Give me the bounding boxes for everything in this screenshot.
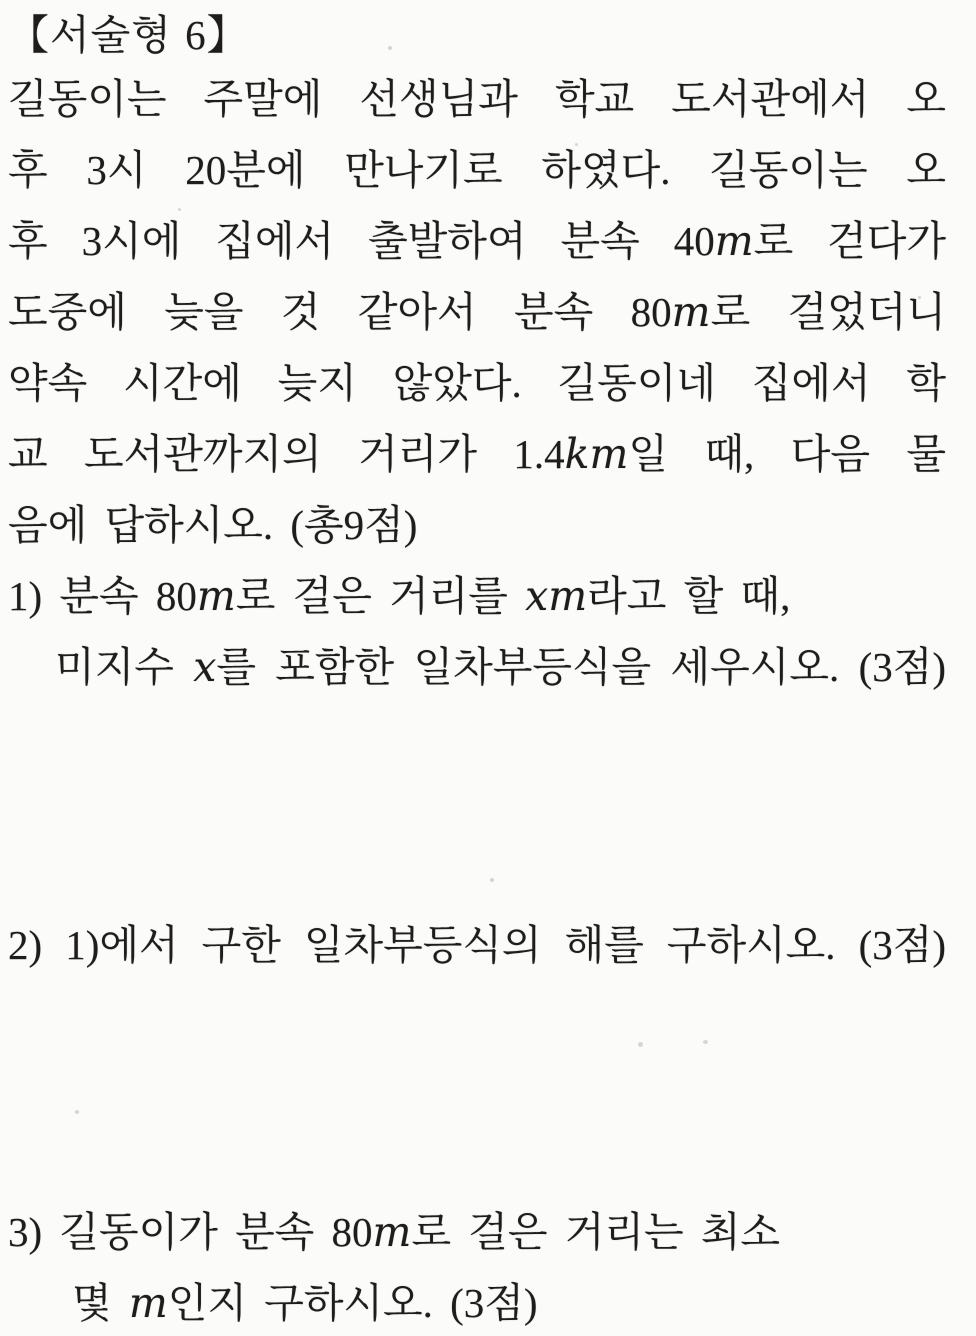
text-segment: 3) 길동이가 분속: [8, 1209, 332, 1255]
question-line: [8, 561, 946, 632]
scan-speck: [575, 143, 578, 146]
math-number: 80: [630, 289, 672, 335]
statement-line: [8, 135, 946, 206]
text-segment: 약속 시간에 늦지 않았다. 길동이네 집에서 학: [8, 360, 946, 406]
statement-line: [8, 206, 946, 277]
text-segment: 로 걸은 거리를: [235, 573, 526, 619]
text-segment: 도중에 늦을 것 같아서 분속: [8, 289, 631, 335]
problem-statement: [8, 64, 946, 561]
text-segment: 교 도서관까지의 거리가: [8, 431, 514, 477]
text-segment: 를 포함한 일차부등식을 세우시오. (3점): [216, 644, 946, 690]
question-line: [8, 910, 946, 981]
question-section-label: [8, 6, 946, 64]
sub-question-2: [8, 910, 946, 981]
text-segment: 1) 분속: [8, 573, 156, 619]
question-line: [8, 1268, 946, 1336]
scan-speck: [388, 46, 392, 50]
statement-line: [8, 348, 946, 419]
scan-speck: [638, 1042, 643, 1047]
text-segment: 로 걸었더니: [710, 289, 946, 335]
text-segment: 인지 구하시오. (3점): [167, 1280, 538, 1326]
section-label-text: 【서술형 6】: [8, 12, 249, 58]
math-variable: m: [671, 288, 711, 336]
statement-line: [8, 277, 946, 348]
text-segment: 길동이는 주말에 선생님과 학교 도서관에서 오: [8, 76, 946, 122]
text-segment: 로 걸은 거리는 최소: [411, 1209, 781, 1255]
math-number: 80: [155, 573, 197, 619]
text-segment: 2) 1)에서 구한 일차부등식의 해를 구하시오. (3점): [8, 922, 946, 968]
math-number: 80: [331, 1209, 373, 1255]
math-variable: x: [193, 643, 217, 691]
scan-speck: [918, 296, 921, 299]
sub-question-1: [8, 561, 946, 703]
statement-line: [8, 419, 946, 490]
scan-speck: [703, 1040, 708, 1044]
text-segment: 미지수: [55, 644, 194, 690]
text-segment: 일 때, 다음 물: [628, 431, 947, 477]
math-number: 40: [673, 218, 715, 264]
math-number: 1.4: [513, 431, 565, 477]
statement-line: [8, 64, 946, 135]
statement-line: [8, 490, 946, 561]
text-segment: 라고 할 때,: [587, 573, 791, 619]
math-variable: m: [196, 572, 236, 620]
sub-question-3: [8, 1197, 946, 1336]
text-segment: 후 3시 20분에 만나기로 하였다. 길동이는 오: [8, 147, 946, 193]
math-variable: m: [372, 1208, 412, 1256]
math-variable: m: [128, 1279, 168, 1327]
text-segment: 로 걷다가: [753, 218, 946, 264]
math-variable: km: [564, 430, 629, 478]
scan-speck: [490, 878, 494, 882]
question-line: [8, 1197, 946, 1268]
text-segment: 몇: [72, 1280, 129, 1326]
question-line: [8, 632, 946, 703]
scan-speck: [75, 1110, 79, 1114]
math-variable: xm: [525, 572, 588, 620]
text-segment: 후 3시에 집에서 출발하여 분속: [8, 218, 674, 264]
scan-speck: [178, 208, 181, 211]
text-segment: 음에 답하시오. (총9점): [8, 502, 418, 548]
math-variable: m: [714, 217, 754, 265]
